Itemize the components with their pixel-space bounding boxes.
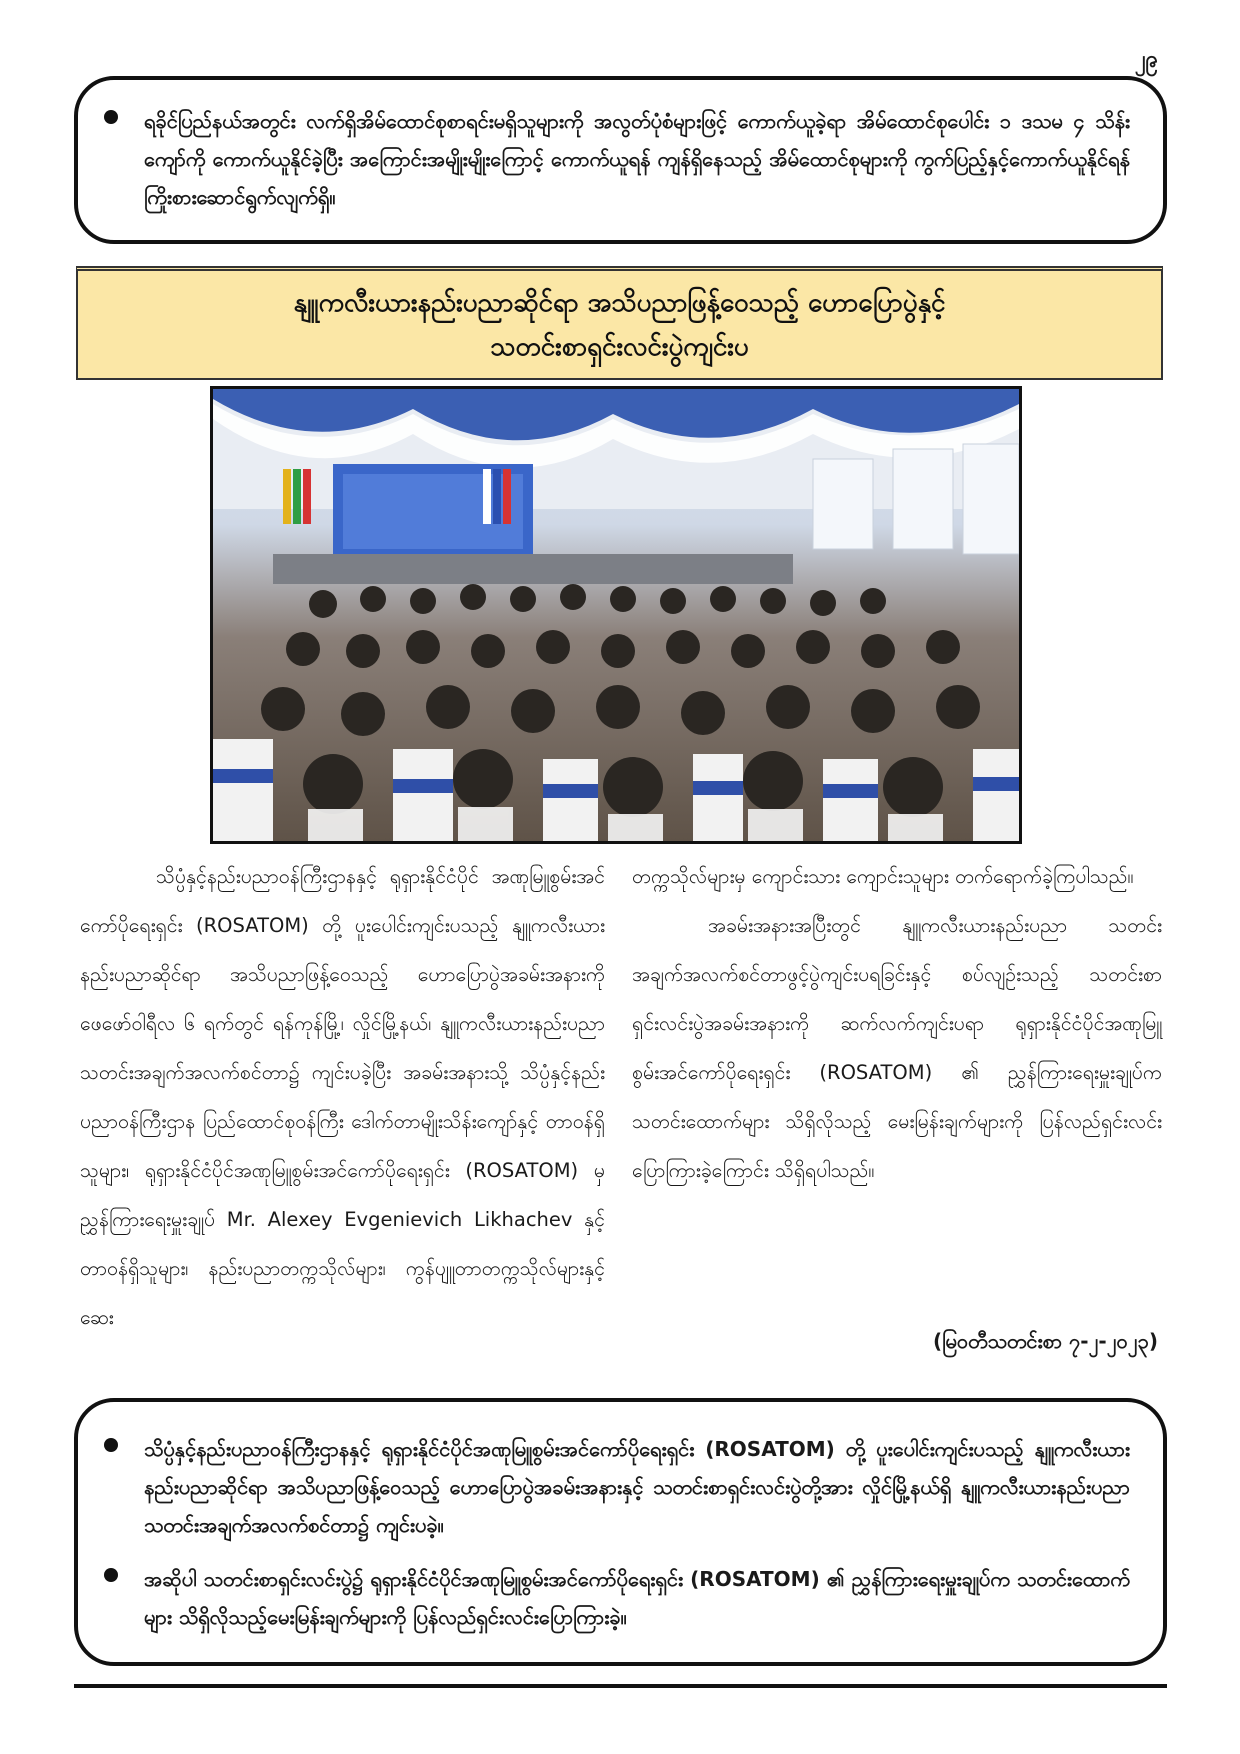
summary-bullet	[104, 1560, 1130, 1636]
article-right-column	[632, 852, 1162, 1195]
summary-bullet-text: ရခိုင်ပြည်နယ်အတွင်း လက်ရှိအိမ်ထောင်စုစာရင်းမရှိသူများကို အလွတ်ပုံစံများဖြင့် ကောက်ယူခဲ့ရာ အိမ်ထောင်စုပေါင်း ၁ ဒသမ ၄ သိန်းကျော်ကို ကောက်ယူနိုင်ခဲ့ပြီး အကြောင်းအမျိုးမျိုးကြောင့် ကောက်ယူရန် ကျန်ရှိနေသည့် အိမ်ထောင်စုများကို ကွက်ပြည့်နှင့်ကောက်ယူနိုင်ရန် ကြိုးစားဆောင်ရွက်လျက်ရှိ။	[144, 109, 1130, 209]
summary-bullet	[104, 1430, 1130, 1544]
bottom-summary-box	[74, 1398, 1167, 1666]
headline-box	[76, 266, 1163, 380]
article-paragraph: တက္ကသိုလ်များမှ ကျောင်းသား ကျောင်းသူများ တက်ရောက်ခဲ့ကြပါသည်။	[632, 865, 1134, 888]
event-photo-illustration	[213, 389, 1019, 841]
article-left-column	[80, 852, 605, 1342]
article-source: (မြဝတီသတင်းစာ ၇-၂-၂၀၂၃)	[932, 1329, 1158, 1353]
bullet-icon	[104, 1568, 118, 1582]
event-photo	[210, 386, 1022, 844]
headline-line-2: သတင်းစာရှင်းလင်းပွဲကျင်းပ	[490, 331, 749, 362]
footer-rule	[74, 1684, 1167, 1688]
top-summary-box	[74, 76, 1167, 244]
summary-bullet	[104, 102, 1130, 216]
article-paragraph: သိပ္ပံနှင့်နည်းပညာဝန်ကြီးဌာနနှင့် ရုရှားနိုင်ငံပိုင် အဏုမြူစွမ်းအင်ကော်ပိုရေးရှင်း (ROSATOM) တို့ ပူးပေါင်းကျင်းပသည့် နျူကလီးယားနည်းပညာဆိုင်ရာ အသိပညာဖြန့်ဝေသည့် ဟောပြောပွဲအခမ်းအနားကို ဖေဖော်ဝါရီလ ၆ ရက်တွင် ရန်ကုန်မြို့၊ လှိုင်မြို့နယ်၊ နျူကလီးယားနည်းပညာ သတင်းအချက်အလက်စင်တာ၌ ကျင်းပခဲ့ပြီး အခမ်းအနားသို့ သိပ္ပံနှင့်နည်းပညာဝန်ကြီးဌာန ပြည်ထောင်စုဝန်ကြီး ဒေါက်တာမျိုးသိန်းကျော်နှင့် တာဝန်ရှိသူများ၊ ရုရှားနိုင်ငံပိုင်အဏုမြူစွမ်းအင်ကော်ပိုရေးရှင်း (ROSATOM) မှ ညွှန်ကြားရေးမှူးချုပ် Mr. Alexey Evgenievich Likhachev နှင့် တာဝန်ရှိသူများ၊ နည်းပညာတက္ကသိုလ်များ၊ ကွန်ပျူတာတက္ကသိုလ်များနှင့် ဆေး	[80, 865, 605, 1329]
summary-bullet-text: အဆိုပါ သတင်းစာရှင်းလင်းပွဲ၌ ရုရှားနိုင်ငံပိုင်အဏုမြူစွမ်းအင်ကော်ပိုရေးရှင်း (ROSATOM) ၏ ညွှန်ကြားရေးမှူးချုပ်က သတင်းထောက်များ သိရှိလိုသည့်မေးမြန်းချက်များကို ပြန်လည်ရှင်းလင်းပြောကြားခဲ့။	[144, 1567, 1130, 1629]
bullet-icon	[104, 1438, 118, 1452]
article-paragraph: အခမ်းအနားအပြီးတွင် နျူကလီးယားနည်းပညာ သတင်းအချက်အလက်စင်တာဖွင့်ပွဲကျင်းပရခြင်းနှင့် စပ်လျဉ်းသည့် သတင်းစာရှင်းလင်းပွဲအခမ်းအနားကို ဆက်လက်ကျင်းပရာ ရုရှားနိုင်ငံပိုင်အဏုမြူစွမ်းအင်ကော်ပိုရေးရှင်း (ROSATOM) ၏ ညွှန်ကြားရေးမှူးချုပ်က သတင်းထောက်များ သိရှိလိုသည့် မေးမြန်းချက်များကို ပြန်လည်ရှင်းလင်းပြောကြားခဲ့ကြောင်း သိရှိရပါသည်။	[632, 914, 1162, 1182]
page-number: ၂၉	[1134, 47, 1158, 72]
bullet-icon	[104, 110, 118, 124]
headline-line-1: နျူကလီးယားနည်းပညာဆိုင်ရာ အသိပညာဖြန့်ဝေသည့် ဟောပြောပွဲနှင့်	[293, 287, 946, 318]
summary-bullet-text: သိပ္ပံနှင့်နည်းပညာဝန်ကြီးဌာနနှင့် ရုရှားနိုင်ငံပိုင်အဏုမြူစွမ်းအင်ကော်ပိုရေးရှင်း (ROSATOM) တို့ ပူးပေါင်းကျင်းပသည့် နျူကလီးယားနည်းပညာဆိုင်ရာ အသိပညာဖြန့်ဝေသည့် ဟောပြောပွဲအခမ်းအနားနှင့် သတင်းစာရှင်းလင်းပွဲတို့အား လှိုင်မြို့နယ်ရှိ နျူကလီးယားနည်းပညာသတင်းအချက်အလက်စင်တာ၌ ကျင်းပခဲ့။	[144, 1437, 1131, 1537]
